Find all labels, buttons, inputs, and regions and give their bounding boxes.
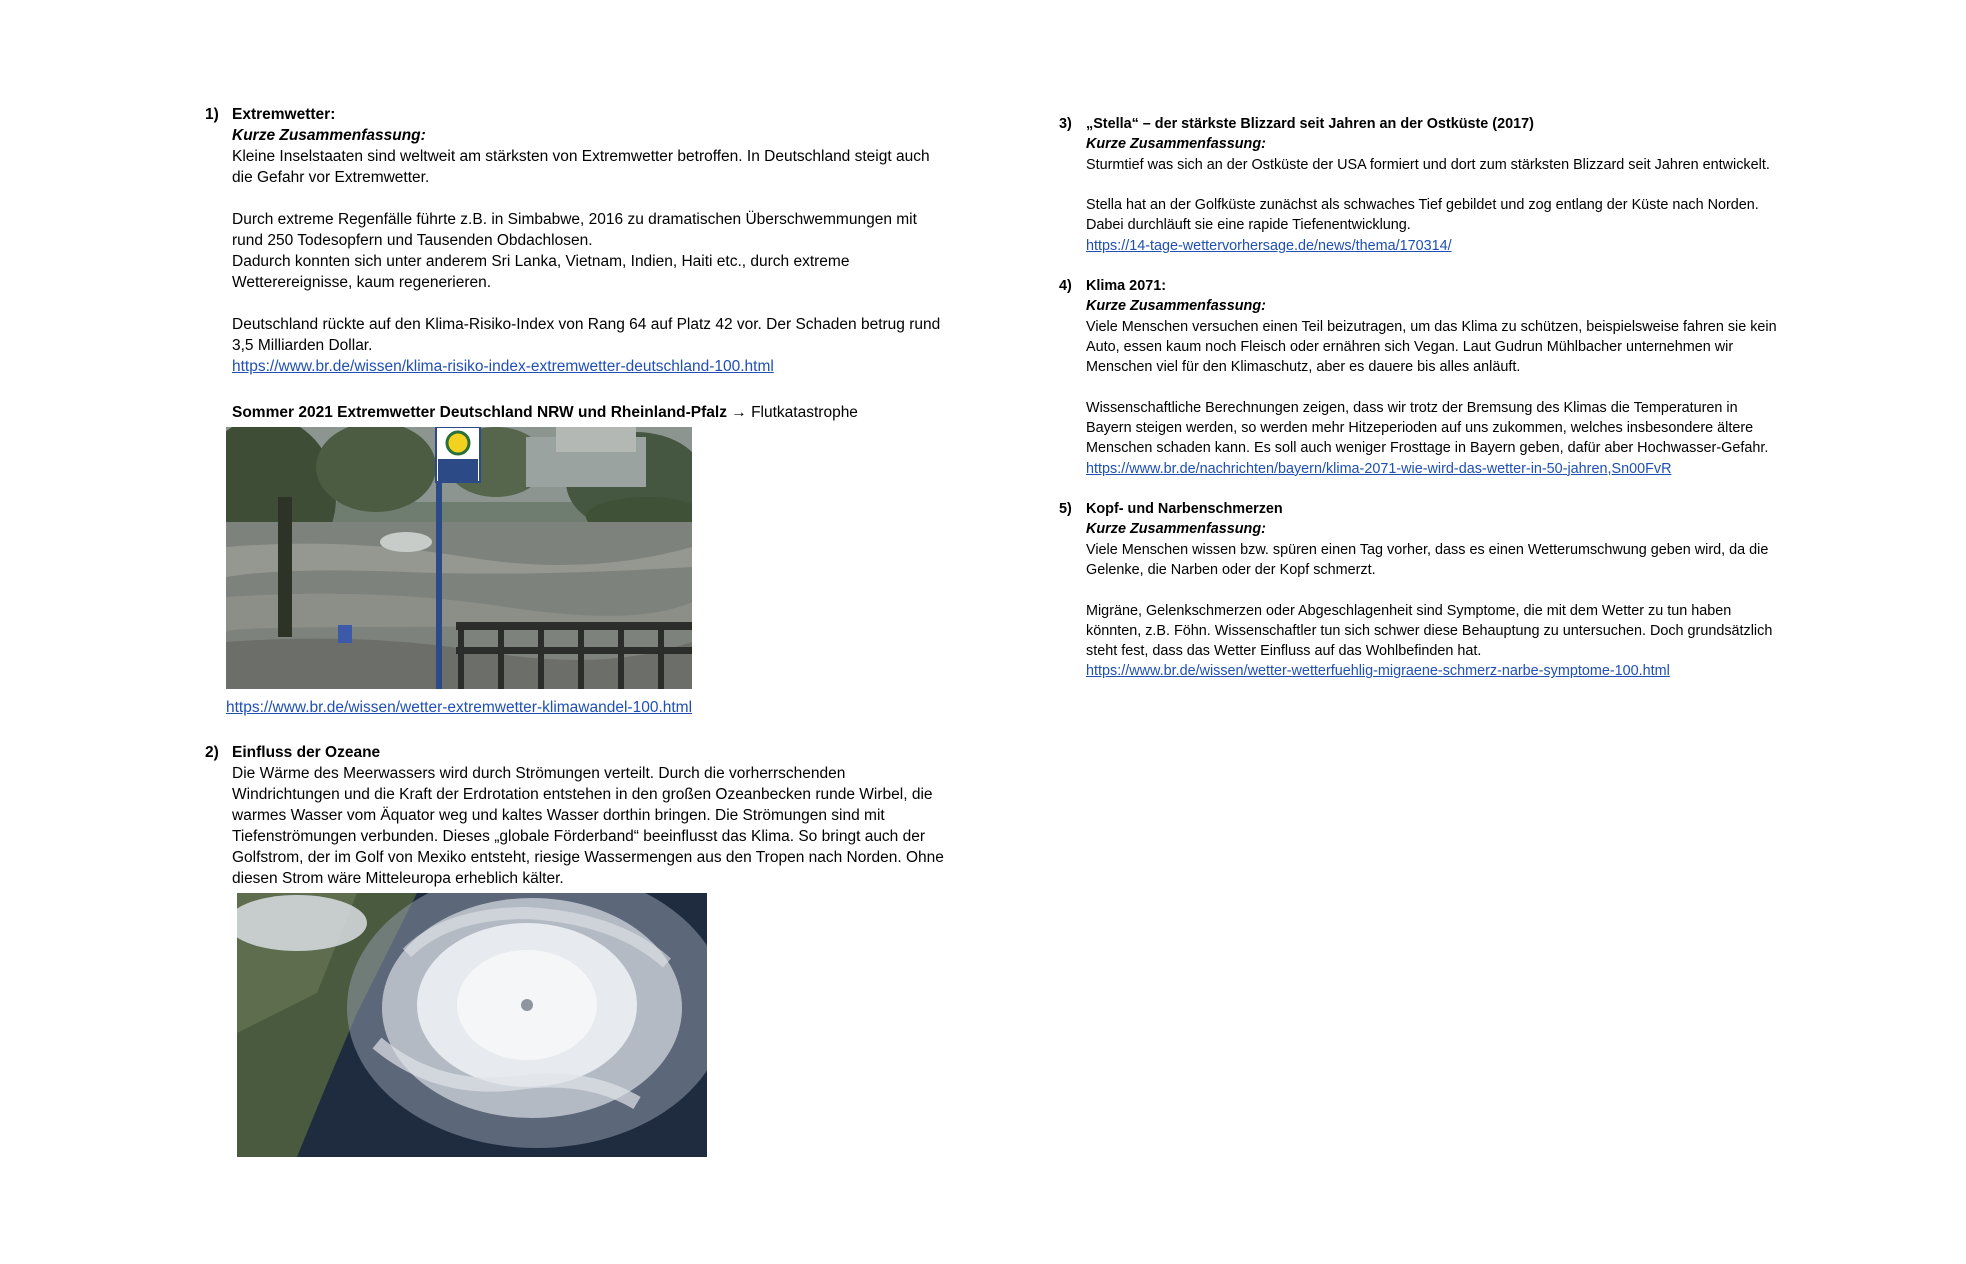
flood-heading-title: Sommer 2021 Extremwetter Deutschland NRW und Rheinland-Pfalz <box>232 404 727 421</box>
paragraph: Migräne, Gelenkschmerzen oder Abgeschlagenheit sind Symptome, die mit dem Wetter zu tun haben könnten, z.B. Föhn. Wissenschaftler tun sich schwer diese Behauptung zu untersuchen. Doch grundsätzlich steht fest, dass das Wetter Einfluss auf das Wohlbefinden hat. <box>1086 602 1773 660</box>
paragraph: Stella hat an der Golfküste zunächst als schwaches Tief gebildet und zog entlang der Küste nach Norden. Dabei durchläuft sie eine rapide Tiefenentwicklung. <box>1086 197 1759 234</box>
section-title: Extremwetter: <box>232 106 336 123</box>
paragraph: Dadurch konnten sich unter anderem Sri Lanka, Vietnam, Indien, Haiti etc., durch extreme Wetterereignisse, kaum regenerieren. <box>232 253 850 291</box>
paragraph: Sturmtief was sich an der Ostküste der USA formiert und dort zum stärksten Blizzard seit Jahren entwickelt. <box>1086 156 1770 173</box>
section-title: Kopf- und Narbenschmerzen <box>1086 501 1283 518</box>
hurricane-illustration <box>237 893 707 1157</box>
section-number: 2) <box>205 744 219 761</box>
paragraph: Wissenschaftliche Berechnungen zeigen, dass wir trotz der Bremsung des Klimas die Temperaturen in Bayern steigen werden, so werden mehr Hitzeperioden auf uns zukommen, welches insbesondere ältere Menschen schaden kann. Es soll auch weniger Frosttage in Bayern geben, dafür aber Hochwasser-Gefahr. <box>1086 399 1769 457</box>
section-extremwetter <box>205 104 945 718</box>
section-title: Klima 2071: <box>1086 278 1166 295</box>
paragraph: Viele Menschen wissen bzw. spüren einen Tag vorher, dass es einen Wetterumschwung geben wird, da die Gelenke, die Narben oder der Kopf schmerzt. <box>1086 541 1769 578</box>
arrow-right-icon: → <box>731 404 747 421</box>
section-title: Einfluss der Ozeane <box>232 744 381 761</box>
section-title: „Stella“ – der stärkste Blizzard seit Jahren an der Ostküste (2017) <box>1086 116 1534 132</box>
flood-photo-illustration <box>226 427 692 689</box>
source-link[interactable]: https://www.br.de/wissen/wetter-wetterfuehlig-migraene-schmerz-narbe-symptome-100.html <box>1086 663 1670 680</box>
section-subtitle: Kurze Zusammenfassung: <box>1086 298 1266 315</box>
section-klima-2071 <box>1059 276 1779 479</box>
right-column <box>1059 114 1779 682</box>
paragraph: Die Wärme des Meerwassers wird durch Strömungen verteilt. Durch die vorherrschenden Windrichtungen und die Kraft der Erdrotation entstehen in den großen Ozeanbecken runde Wirbel, die warmes Wasser vom Äquator weg und kaltes Wasser dorthin bringen. Die Strömungen sind mit Tiefenströmungen verbunden. Dieses „globale Förderband“ beeinflusst das Klima. So bringt auch der Golfstrom, der im Golf von Mexiko entsteht, riesige Wassermengen aus den Tropen nach Norden. Ohne diesen Strom wäre Mitteleuropa erheblich kälter. <box>232 765 944 887</box>
section-subtitle: Kurze Zusammenfassung: <box>1086 521 1266 538</box>
flood-photo <box>226 427 692 689</box>
paragraph: Durch extreme Regenfälle führte z.B. in Simbabwe, 2016 zu dramatischen Überschwemmungen mit rund 250 Todesopfern und Tausenden Obdachlosen. <box>232 211 917 249</box>
section-subtitle: Kurze Zusammenfassung: <box>1086 136 1266 153</box>
section-number: 1) <box>205 106 219 123</box>
flood-heading-tail: Flutkatastrophe <box>751 404 858 421</box>
source-link[interactable]: https://www.br.de/wissen/klima-risiko-index-extremwetter-deutschland-100.html <box>232 358 774 375</box>
section-kopfschmerzen <box>1059 499 1779 682</box>
section-number: 3) <box>1059 116 1072 132</box>
section-number: 4) <box>1059 278 1072 295</box>
paragraph: Kleine Inselstaaten sind weltweit am stärksten von Extremwetter betroffen. In Deutschland steigt auch die Gefahr vor Extremwetter. <box>232 148 930 186</box>
source-link[interactable]: https://www.br.de/wissen/wetter-extremwetter-klimawandel-100.html <box>226 699 693 716</box>
hurricane-satellite-photo <box>237 893 707 1157</box>
source-link[interactable]: https://www.br.de/nachrichten/bayern/klima-2071-wie-wird-das-wetter-in-50-jahren,Sn00FvR <box>1086 460 1672 477</box>
section-stella <box>1059 114 1779 256</box>
section-ozeane <box>205 742 945 1157</box>
flood-heading <box>232 402 945 423</box>
left-column <box>205 104 945 1157</box>
section-number: 5) <box>1059 501 1072 518</box>
source-link[interactable]: https://14-tage-wettervorhersage.de/news/thema/170314/ <box>1086 237 1452 254</box>
paragraph: Viele Menschen versuchen einen Teil beizutragen, um das Klima zu schützen, beispielsweise fahren sie kein Auto, essen kaum noch Fleisch oder ernähren sich Vegan. Laut Gudrun Mühlbacher unternehmen wir Menschen viel für den Klimaschutz, aber es dauere bis alles anläuft. <box>1086 318 1777 376</box>
section-subtitle: Kurze Zusammenfassung: <box>232 127 426 144</box>
paragraph: Deutschland rückte auf den Klima-Risiko-Index von Rang 64 auf Platz 42 vor. Der Schaden betrug rund 3,5 Milliarden Dollar. <box>232 316 941 354</box>
